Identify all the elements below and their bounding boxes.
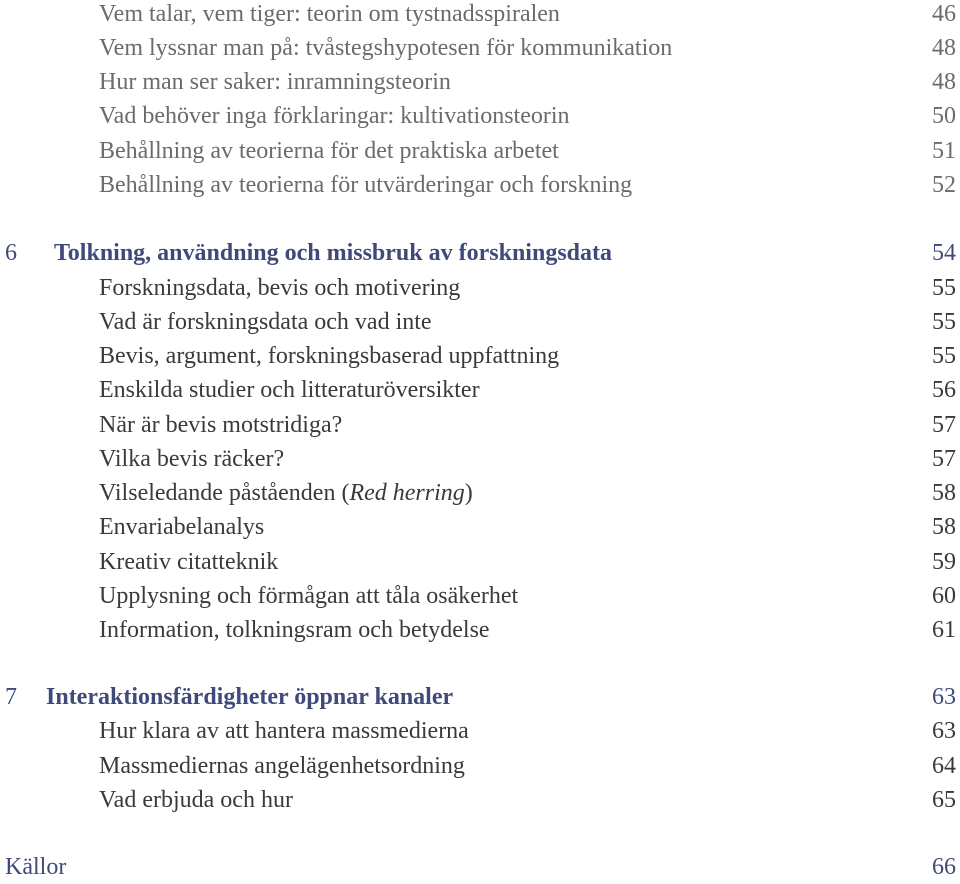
toc-entry xyxy=(0,373,956,407)
toc-entry-page: 59 xyxy=(932,549,956,575)
toc-entry-title: Enskilda studier och litteraturöversikter xyxy=(99,377,480,403)
toc-entry-title: Bevis, argument, forskningsbaserad uppfattning xyxy=(99,343,560,369)
toc-entry-title: Envariabelanalys xyxy=(99,514,265,540)
toc-entry-title-text: Vilseledande påståenden ( xyxy=(99,480,350,506)
toc-entry xyxy=(0,271,956,305)
toc-entry xyxy=(0,783,956,817)
toc-entry-title: Behållning av teorierna för utvärderingar och forskning xyxy=(99,172,633,198)
toc-entry-page: 61 xyxy=(932,617,956,643)
toc-entry-page: 63 xyxy=(932,718,956,744)
toc-entry-page: 55 xyxy=(932,309,956,335)
toc-entry-page: 50 xyxy=(932,103,956,129)
toc-entry-page: 52 xyxy=(932,172,956,198)
toc-entry-title: Hur klara av att hantera massmedierna xyxy=(99,718,469,744)
toc-entry xyxy=(0,305,956,339)
toc-entry xyxy=(0,31,956,65)
chapter-title: Interaktionsfärdigheter öppnar kanaler xyxy=(46,684,454,710)
toc-entry-page: 51 xyxy=(932,138,956,164)
toc-entry xyxy=(0,579,956,613)
toc-entry-page: 48 xyxy=(932,35,956,61)
toc-entry xyxy=(0,749,956,783)
toc-entry-title: Behållning av teorierna för det praktiska arbetet xyxy=(99,138,559,164)
toc-entry-title: Information, tolkningsram och betydelse xyxy=(99,617,490,643)
toc-entry-title: Upplysning och förmågan att tåla osäkerhet xyxy=(99,583,519,609)
toc-entry xyxy=(0,442,956,476)
toc-chapter-heading xyxy=(0,680,956,714)
toc-entry-title: Forskningsdata, bevis och motivering xyxy=(99,275,461,301)
toc-entry-page: 57 xyxy=(932,446,956,472)
toc-entry xyxy=(0,168,956,202)
toc-entry-title xyxy=(99,476,473,510)
toc-entry-page: 55 xyxy=(932,275,956,301)
toc-entry xyxy=(0,476,956,510)
toc-entry xyxy=(0,510,956,544)
toc-entry xyxy=(0,714,956,748)
chapter-number: 6 xyxy=(5,240,17,266)
toc-entry xyxy=(0,545,956,579)
toc-entry xyxy=(0,339,956,373)
toc-entry-title: Vilka bevis räcker? xyxy=(99,446,285,472)
toc-entry-page: 46 xyxy=(932,1,956,27)
toc-entry-title: Vad behöver inga förklaringar: kultivationsteorin xyxy=(99,103,570,129)
chapter-title: Tolkning, användning och missbruk av forskningsdata xyxy=(54,240,612,266)
toc-entry-title: Vem lyssnar man på: tvåstegshypotesen för kommunikation xyxy=(99,35,673,61)
chapter-number: 7 xyxy=(5,684,17,710)
toc-entry-page: 56 xyxy=(932,377,956,403)
toc-entry-page: 57 xyxy=(932,412,956,438)
toc-entry-page: 58 xyxy=(932,514,956,540)
toc-entry-title: Vad erbjuda och hur xyxy=(99,787,293,813)
toc-entry-title-text: ) xyxy=(464,480,473,506)
toc-entry xyxy=(0,134,956,168)
toc-entry-title: Vad är forskningsdata och vad inte xyxy=(99,309,432,335)
toc-entry-page: 64 xyxy=(932,753,956,779)
toc-entry-title: Massmediernas angelägenhetsordning xyxy=(99,753,465,779)
chapter-page: 63 xyxy=(932,684,956,710)
toc-entry xyxy=(0,408,956,442)
chapter-page: 54 xyxy=(932,240,956,266)
toc-entry-page: 48 xyxy=(932,69,956,95)
sources-title: Källor xyxy=(5,854,67,880)
toc-entry-page: 58 xyxy=(932,480,956,506)
toc-entry-page: 60 xyxy=(932,583,956,609)
sources-page: 66 xyxy=(932,854,956,880)
toc-entry-title-italic: Red herring xyxy=(349,480,465,506)
toc-entry xyxy=(0,65,956,99)
toc-entry xyxy=(0,99,956,133)
toc-entry-title: När är bevis motstridiga? xyxy=(99,412,343,438)
toc-entry-title: Vem talar, vem tiger: teorin om tystnadsspiralen xyxy=(99,1,560,27)
toc-entry xyxy=(0,613,956,647)
toc-entry-title: Hur man ser saker: inramningsteorin xyxy=(99,69,451,95)
toc-entry-title: Kreativ citatteknik xyxy=(99,549,279,575)
toc-entry-page: 65 xyxy=(932,787,956,813)
toc-entry xyxy=(0,0,956,31)
toc-entry-page: 55 xyxy=(932,343,956,369)
toc-chapter-heading xyxy=(0,236,956,270)
